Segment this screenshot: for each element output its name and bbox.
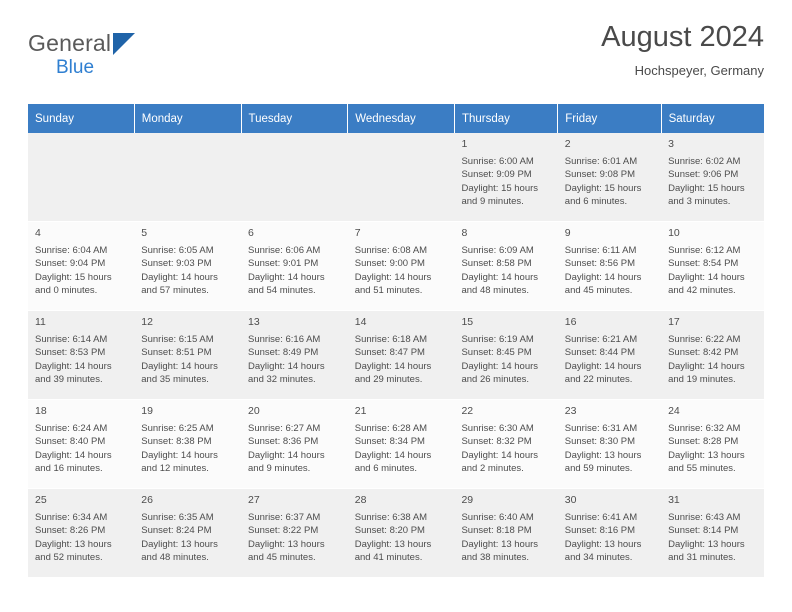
daylight-text-line2: and 9 minutes.	[248, 463, 311, 475]
day-number: 6	[248, 227, 254, 239]
sunset-text: Sunset: 9:00 PM	[354, 258, 425, 270]
day-number: 30	[564, 494, 577, 506]
calendar-table	[28, 104, 764, 578]
sunset-text: Sunset: 9:08 PM	[564, 169, 636, 181]
calendar-day-cell[interactable]	[348, 489, 455, 578]
sunset-text: Sunset: 8:18 PM	[461, 525, 532, 537]
calendar-day-cell[interactable]	[134, 311, 241, 400]
sunset-text: Sunset: 8:14 PM	[668, 525, 739, 537]
sunrise-text: Sunrise: 6:32 AM	[668, 422, 741, 434]
daylight-text-line2: and 48 minutes.	[461, 285, 530, 297]
weekday-saturday: Saturday	[661, 104, 764, 133]
sunrise-text: Sunrise: 6:37 AM	[248, 511, 321, 523]
daylight-text-line1: Daylight: 14 hours	[461, 449, 539, 461]
calendar-day-cell[interactable]	[28, 400, 134, 489]
calendar-day-cell[interactable]	[661, 133, 764, 222]
daylight-text-line2: and 54 minutes.	[248, 285, 316, 297]
daylight-text-line2: and 34 minutes.	[564, 552, 633, 564]
sunset-text: Sunset: 9:03 PM	[141, 258, 212, 270]
day-number: 16	[564, 316, 577, 328]
day-number: 31	[668, 494, 680, 506]
daylight-text-line2: and 29 minutes.	[354, 374, 423, 386]
weekday-wednesday: Wednesday	[348, 104, 455, 133]
brand-name-general: General	[28, 30, 112, 56]
sunset-text: Sunset: 8:36 PM	[248, 436, 319, 448]
daylight-text-line1: Daylight: 15 hours	[668, 182, 745, 194]
day-number: 7	[354, 227, 361, 239]
sunset-text: Sunset: 9:04 PM	[35, 258, 106, 270]
daylight-text-line1: Daylight: 15 hours	[564, 182, 642, 194]
weekday-header-row	[28, 104, 764, 133]
day-number: 14	[354, 316, 367, 328]
daylight-text-line2: and 41 minutes.	[354, 552, 423, 564]
sunset-text: Sunset: 8:30 PM	[564, 436, 636, 448]
sunrise-text: Sunrise: 6:16 AM	[248, 333, 321, 345]
daylight-text-line2: and 59 minutes.	[564, 463, 633, 475]
daylight-text-line1: Daylight: 14 hours	[461, 360, 539, 372]
day-number: 22	[461, 405, 474, 417]
calendar-week-row	[28, 400, 764, 489]
sunset-text: Sunset: 9:09 PM	[461, 169, 532, 181]
calendar-day-cell[interactable]	[661, 222, 764, 311]
day-number: 5	[141, 227, 148, 239]
sunset-text: Sunset: 9:01 PM	[248, 258, 319, 270]
day-number: 8	[461, 227, 468, 239]
sunset-text: Sunset: 8:47 PM	[354, 347, 425, 359]
calendar-cell-empty	[348, 133, 455, 222]
page-subtitle: Hochspeyer, Germany	[634, 62, 764, 78]
daylight-text-line1: Daylight: 14 hours	[35, 449, 112, 461]
calendar-day-cell[interactable]	[348, 400, 455, 489]
day-number: 17	[668, 316, 680, 328]
calendar-day-cell[interactable]	[241, 400, 348, 489]
calendar-week-row	[28, 489, 764, 578]
calendar-day-cell[interactable]	[134, 489, 241, 578]
daylight-text-line1: Daylight: 13 hours	[141, 538, 218, 550]
calendar-day-cell[interactable]	[454, 311, 557, 400]
sunrise-text: Sunrise: 6:22 AM	[668, 333, 741, 345]
daylight-text-line1: Daylight: 13 hours	[668, 449, 745, 461]
calendar-day-cell[interactable]	[558, 222, 661, 311]
day-number: 24	[668, 405, 680, 417]
day-number: 18	[35, 405, 47, 417]
daylight-text-line2: and 9 minutes.	[461, 196, 524, 208]
sunrise-text: Sunrise: 6:12 AM	[668, 244, 741, 256]
day-number: 10	[668, 227, 680, 239]
daylight-text-line2: and 12 minutes.	[141, 463, 209, 475]
daylight-text-line2: and 22 minutes.	[564, 374, 633, 386]
sunrise-text: Sunrise: 6:40 AM	[461, 511, 534, 523]
sunset-text: Sunset: 8:16 PM	[564, 525, 636, 537]
calendar-day-cell[interactable]	[661, 489, 764, 578]
sunrise-text: Sunrise: 6:31 AM	[564, 422, 638, 434]
daylight-text-line1: Daylight: 13 hours	[35, 538, 112, 550]
sunrise-text: Sunrise: 6:41 AM	[564, 511, 638, 523]
sunrise-text: Sunrise: 6:09 AM	[461, 244, 534, 256]
daylight-text-line1: Daylight: 13 hours	[248, 538, 325, 550]
day-number: 9	[564, 227, 571, 239]
daylight-text-line1: Daylight: 14 hours	[141, 271, 218, 283]
day-number: 13	[248, 316, 260, 328]
weekday-friday: Friday	[558, 104, 661, 133]
daylight-text-line1: Daylight: 14 hours	[354, 449, 432, 461]
daylight-text-line2: and 45 minutes.	[564, 285, 633, 297]
sunset-text: Sunset: 8:34 PM	[354, 436, 425, 448]
daylight-text-line1: Daylight: 14 hours	[354, 360, 432, 372]
daylight-text-line2: and 45 minutes.	[248, 552, 316, 564]
daylight-text-line2: and 39 minutes.	[35, 374, 103, 386]
day-number: 4	[35, 227, 41, 239]
sunset-text: Sunset: 8:28 PM	[668, 436, 739, 448]
sunset-text: Sunset: 8:20 PM	[354, 525, 425, 537]
day-number: 26	[141, 494, 153, 506]
daylight-text-line2: and 55 minutes.	[668, 463, 736, 475]
day-number: 29	[461, 494, 474, 506]
sunrise-text: Sunrise: 6:02 AM	[668, 155, 741, 167]
sunset-text: Sunset: 8:54 PM	[668, 258, 739, 270]
daylight-text-line2: and 42 minutes.	[668, 285, 736, 297]
sunrise-text: Sunrise: 6:08 AM	[354, 244, 428, 256]
calendar-day-cell[interactable]	[241, 311, 348, 400]
daylight-text-line2: and 2 minutes.	[461, 463, 524, 475]
calendar-cell-empty	[28, 133, 134, 222]
day-number: 12	[141, 316, 153, 328]
sunrise-text: Sunrise: 6:30 AM	[461, 422, 534, 434]
daylight-text-line2: and 32 minutes.	[248, 374, 316, 386]
day-number: 28	[354, 494, 367, 506]
daylight-text-line2: and 52 minutes.	[35, 552, 103, 564]
sunrise-text: Sunrise: 6:01 AM	[564, 155, 638, 167]
sunset-text: Sunset: 8:42 PM	[668, 347, 739, 359]
daylight-text-line1: Daylight: 14 hours	[35, 360, 112, 372]
calendar-day-cell[interactable]	[348, 222, 455, 311]
calendar-day-cell[interactable]	[454, 222, 557, 311]
daylight-text-line1: Daylight: 14 hours	[668, 360, 745, 372]
calendar-day-cell[interactable]	[558, 400, 661, 489]
calendar-day-cell[interactable]	[558, 489, 661, 578]
sunrise-text: Sunrise: 6:25 AM	[141, 422, 214, 434]
sunrise-text: Sunrise: 6:35 AM	[141, 511, 214, 523]
sunset-text: Sunset: 8:45 PM	[461, 347, 532, 359]
daylight-text-line1: Daylight: 14 hours	[248, 271, 325, 283]
day-number: 3	[668, 138, 674, 150]
weekday-tuesday: Tuesday	[241, 104, 348, 133]
sunset-text: Sunset: 8:32 PM	[461, 436, 532, 448]
sunset-text: Sunset: 8:53 PM	[35, 347, 106, 359]
calendar-day-cell[interactable]	[241, 489, 348, 578]
sunset-text: Sunset: 8:40 PM	[35, 436, 106, 448]
daylight-text-line1: Daylight: 13 hours	[354, 538, 432, 550]
sunrise-text: Sunrise: 6:14 AM	[35, 333, 108, 345]
day-number: 19	[141, 405, 153, 417]
daylight-text-line1: Daylight: 14 hours	[141, 360, 218, 372]
calendar-day-cell[interactable]	[241, 222, 348, 311]
sunrise-text: Sunrise: 6:24 AM	[35, 422, 108, 434]
sunset-text: Sunset: 8:44 PM	[564, 347, 636, 359]
calendar-day-cell[interactable]	[454, 400, 557, 489]
daylight-text-line2: and 6 minutes.	[354, 463, 418, 475]
daylight-text-line2: and 31 minutes.	[668, 552, 736, 564]
day-number: 15	[461, 316, 474, 328]
sunset-text: Sunset: 8:51 PM	[141, 347, 212, 359]
sunrise-text: Sunrise: 6:18 AM	[354, 333, 428, 345]
daylight-text-line2: and 35 minutes.	[141, 374, 209, 386]
daylight-text-line1: Daylight: 14 hours	[564, 271, 642, 283]
day-number: 11	[35, 316, 46, 328]
daylight-text-line1: Daylight: 14 hours	[668, 271, 745, 283]
daylight-text-line1: Daylight: 13 hours	[668, 538, 745, 550]
daylight-text-line1: Daylight: 13 hours	[564, 449, 642, 461]
sunset-text: Sunset: 8:26 PM	[35, 525, 106, 537]
calendar-day-cell[interactable]	[661, 311, 764, 400]
sunrise-text: Sunrise: 6:34 AM	[35, 511, 108, 523]
daylight-text-line1: Daylight: 14 hours	[248, 360, 325, 372]
calendar-day-cell[interactable]	[454, 133, 557, 222]
day-number: 25	[35, 494, 47, 506]
sunrise-text: Sunrise: 6:04 AM	[35, 244, 108, 256]
daylight-text-line1: Daylight: 14 hours	[248, 449, 325, 461]
daylight-text-line2: and 51 minutes.	[354, 285, 423, 297]
sunrise-text: Sunrise: 6:00 AM	[461, 155, 534, 167]
flag-icon	[113, 33, 135, 55]
day-number: 27	[248, 494, 260, 506]
sunrise-text: Sunrise: 6:28 AM	[354, 422, 428, 434]
sunset-text: Sunset: 8:22 PM	[248, 525, 319, 537]
calendar-day-cell[interactable]	[134, 222, 241, 311]
sunset-text: Sunset: 8:38 PM	[141, 436, 212, 448]
daylight-text-line1: Daylight: 14 hours	[564, 360, 642, 372]
sunrise-text: Sunrise: 6:15 AM	[141, 333, 214, 345]
sunrise-text: Sunrise: 6:27 AM	[248, 422, 321, 434]
daylight-text-line1: Daylight: 14 hours	[354, 271, 432, 283]
daylight-text-line2: and 26 minutes.	[461, 374, 530, 386]
calendar-cell-empty	[241, 133, 348, 222]
calendar-week-row	[28, 222, 764, 311]
day-number: 21	[354, 405, 367, 417]
daylight-text-line1: Daylight: 15 hours	[35, 271, 112, 283]
calendar-day-cell[interactable]	[134, 400, 241, 489]
sunrise-text: Sunrise: 6:06 AM	[248, 244, 321, 256]
calendar-day-cell[interactable]	[348, 311, 455, 400]
sunset-text: Sunset: 8:49 PM	[248, 347, 319, 359]
day-number: 2	[564, 138, 571, 150]
daylight-text-line2: and 19 minutes.	[668, 374, 736, 386]
weekday-monday: Monday	[134, 104, 241, 133]
daylight-text-line1: Daylight: 14 hours	[461, 271, 539, 283]
daylight-text-line1: Daylight: 15 hours	[461, 182, 539, 194]
title-block	[601, 22, 764, 78]
sunset-text: Sunset: 9:06 PM	[668, 169, 739, 181]
calendar-day-cell[interactable]	[558, 311, 661, 400]
page-title: August 2024	[601, 21, 764, 53]
sunrise-text: Sunrise: 6:43 AM	[668, 511, 741, 523]
sunrise-text: Sunrise: 6:11 AM	[564, 244, 637, 256]
calendar-day-cell[interactable]	[454, 489, 557, 578]
sunset-text: Sunset: 8:58 PM	[461, 258, 532, 270]
calendar-day-cell[interactable]	[28, 222, 134, 311]
brand-logo	[28, 22, 135, 77]
daylight-text-line1: Daylight: 13 hours	[461, 538, 539, 550]
page-header	[28, 22, 764, 94]
day-number: 20	[248, 405, 260, 417]
daylight-text-line1: Daylight: 13 hours	[564, 538, 642, 550]
sunset-text: Sunset: 8:24 PM	[141, 525, 212, 537]
calendar-cell-empty	[134, 133, 241, 222]
daylight-text-line2: and 38 minutes.	[461, 552, 530, 564]
calendar-day-cell[interactable]	[28, 311, 134, 400]
brand-name-blue: Blue	[56, 57, 95, 78]
daylight-text-line2: and 16 minutes.	[35, 463, 103, 475]
sunrise-text: Sunrise: 6:38 AM	[354, 511, 428, 523]
sunset-text: Sunset: 8:56 PM	[564, 258, 636, 270]
daylight-text-line2: and 6 minutes.	[564, 196, 628, 208]
daylight-text-line2: and 57 minutes.	[141, 285, 209, 297]
sunrise-text: Sunrise: 6:19 AM	[461, 333, 534, 345]
daylight-text-line2: and 3 minutes.	[668, 196, 731, 208]
calendar-day-cell[interactable]	[661, 400, 764, 489]
day-number: 23	[564, 405, 577, 417]
calendar-day-cell[interactable]	[28, 489, 134, 578]
daylight-text-line2: and 0 minutes.	[35, 285, 98, 297]
sunrise-text: Sunrise: 6:21 AM	[564, 333, 638, 345]
daylight-text-line2: and 48 minutes.	[141, 552, 209, 564]
calendar-week-row	[28, 133, 764, 222]
weekday-sunday: Sunday	[28, 104, 134, 133]
calendar-day-cell[interactable]	[558, 133, 661, 222]
weekday-thursday: Thursday	[454, 104, 557, 133]
sunrise-text: Sunrise: 6:05 AM	[141, 244, 214, 256]
daylight-text-line1: Daylight: 14 hours	[141, 449, 218, 461]
day-number: 1	[461, 138, 468, 150]
calendar-week-row	[28, 311, 764, 400]
